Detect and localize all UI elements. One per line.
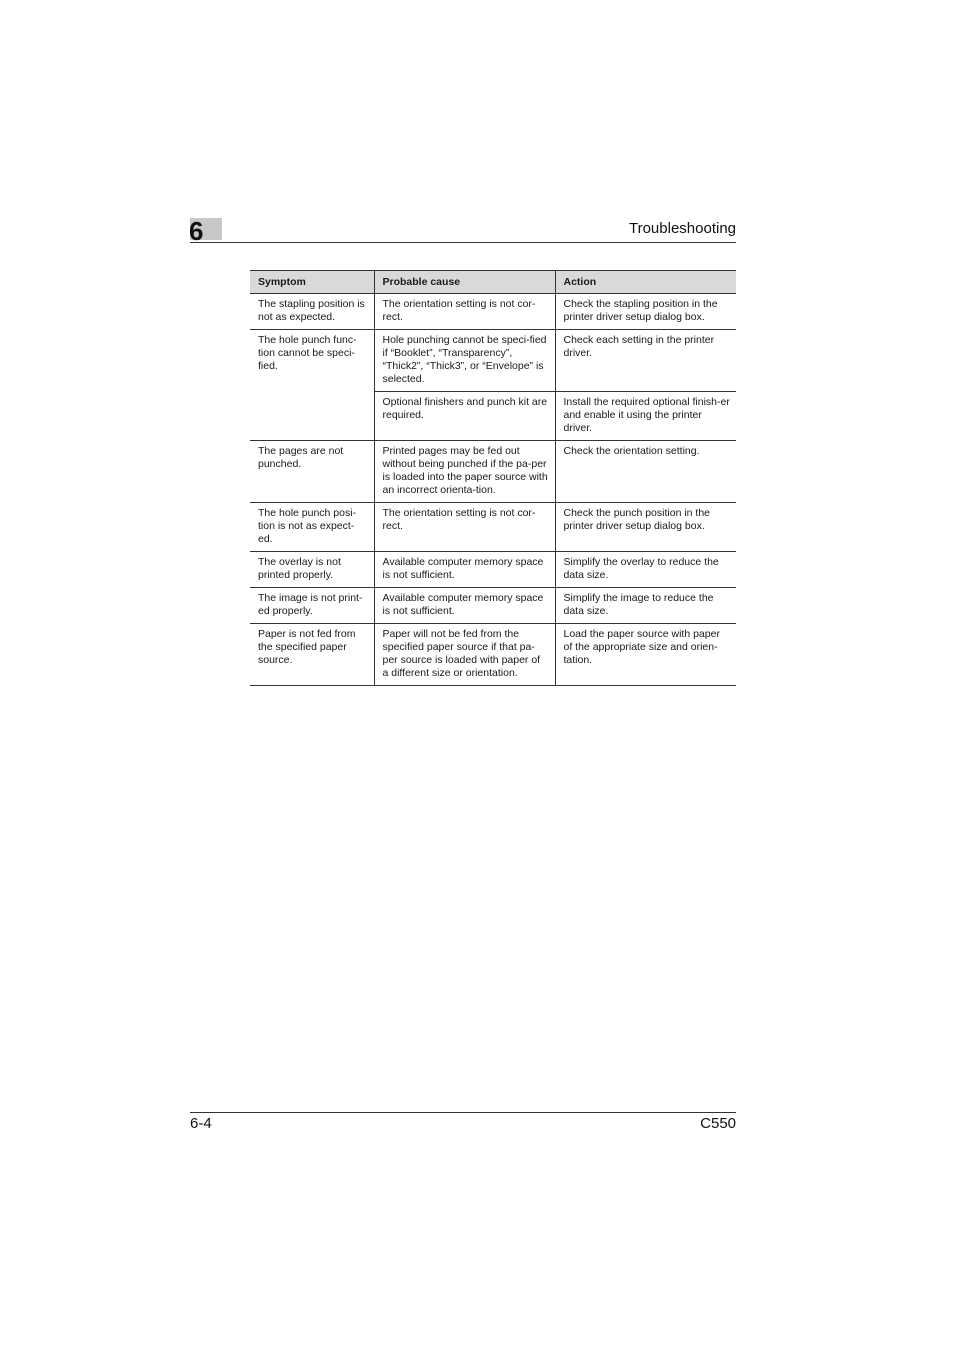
symptom-cell: The pages are not punched.: [250, 441, 374, 503]
chapter-number: 6: [189, 216, 204, 246]
table-row: [250, 588, 736, 624]
symptom-cell: The image is not print-ed properly.: [250, 588, 374, 624]
action-cell: Install the required optional finish-er and enable it using the printer driver.: [555, 392, 736, 441]
action-cell: Check the stapling position in the printer driver setup dialog box.: [555, 294, 736, 330]
header-divider: [190, 242, 736, 243]
action-cell: Check the punch position in the printer driver setup dialog box.: [555, 503, 736, 552]
footer-divider: [190, 1112, 736, 1113]
action-cell: Simplify the image to reduce the data size.: [555, 588, 736, 624]
symptom-cell: The hole punch func-tion cannot be speci-fied.: [250, 330, 374, 441]
cause-cell: The orientation setting is not cor-rect.: [374, 503, 555, 552]
action-cell: Simplify the overlay to reduce the data size.: [555, 552, 736, 588]
cause-cell: The orientation setting is not cor-rect.: [374, 294, 555, 330]
table-row: [250, 624, 736, 686]
cause-cell: Optional finishers and punch kit are required.: [374, 392, 555, 441]
table-row: [250, 294, 736, 330]
symptom-cell: Paper is not fed from the specified paper source.: [250, 624, 374, 686]
model-name: C550: [700, 1115, 736, 1132]
action-cell: Check the orientation setting.: [555, 441, 736, 503]
column-header-action: Action: [555, 271, 736, 294]
symptom-cell: The stapling position is not as expected.: [250, 294, 374, 330]
section-title: Troubleshooting: [628, 220, 736, 237]
troubleshooting-table: [250, 270, 736, 686]
table-row: [250, 330, 736, 392]
symptom-cell: The hole punch posi-tion is not as expect-ed.: [250, 503, 374, 552]
cause-cell: Paper will not be fed from the specified paper source if that pa-per source is loaded with paper of a different size or orientation.: [374, 624, 555, 686]
page-number: 6-4: [190, 1115, 212, 1132]
cause-cell: Available computer memory space is not sufficient.: [374, 552, 555, 588]
cause-cell: Printed pages may be fed out without being punched if the pa-per is loaded into the paper source with an incorrect orienta-tion.: [374, 441, 555, 503]
cause-cell: Available computer memory space is not sufficient.: [374, 588, 555, 624]
table-row: [250, 503, 736, 552]
table-row: [250, 441, 736, 503]
table-header-row: [250, 271, 736, 294]
symptom-cell: The overlay is not printed properly.: [250, 552, 374, 588]
table-row: [250, 552, 736, 588]
action-cell: Load the paper source with paper of the appropriate size and orien-tation.: [555, 624, 736, 686]
column-header-symptom: Symptom: [250, 271, 374, 294]
column-header-cause: Probable cause: [374, 271, 555, 294]
action-cell: Check each setting in the printer driver.: [555, 330, 736, 392]
cause-cell: Hole punching cannot be speci-fied if “Booklet”, “Transparency”, “Thick2”, “Thick3”, or “Envelope” is selected.: [374, 330, 555, 392]
